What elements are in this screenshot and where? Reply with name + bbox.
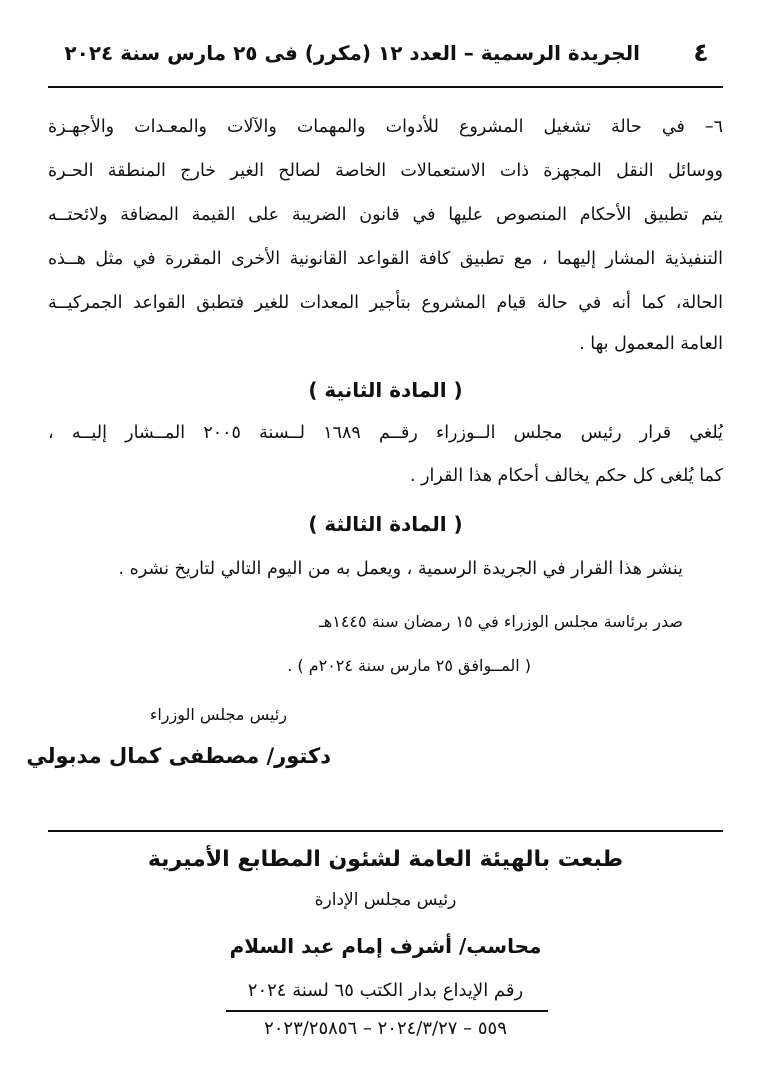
clause-six-line: يتم تطبيق الأحكام المنصوص عليها في قانون الضريبة على القيمة المضافة ولائحتــه (48, 205, 723, 225)
clause-six-line: ٦– في حالة تشغيل المشروع للأدوات والمهمات والآلات والمعـدات والأجهـزة (48, 117, 723, 137)
article-two-line: يُلغي قرار رئيس مجلس الــوزراء رقــم ١٦٨٩ لــسنة ٢٠٠٥ المــشار إليــه ، (48, 423, 723, 443)
chairman-name: محاسب/ أشرف إمام عبد السلام (229, 934, 542, 958)
clause-six-line: التنفيذية المشار إليهما ، مع تطبيق كافة القواعد القانونية الأخرى المقررة في مثل هــذه (48, 249, 723, 269)
deposit-number: رقم الإيداع بدار الكتب ٦٥ لسنة ٢٠٢٤ (247, 980, 524, 1001)
print-code: ٥٥٩ – ٢٠٢٤/٣/٢٧ – ٢٠٢٣/٢٥٨٥٦ (264, 1018, 507, 1039)
clause-six-line: الحالة، كما أنه في حالة قيام المشروع بتأجير المعدات للغير فتطبق القواعد الجمركيــة (48, 293, 723, 313)
issuance-date-gregorian: ( المــوافق ٢٥ مارس سنة ٢٠٢٤م ) . (287, 656, 531, 675)
signature-title: رئيس مجلس الوزراء (149, 705, 287, 724)
article-three-heading: ( المادة الثالثة ) (308, 512, 463, 536)
board-title: رئيس مجلس الإدارة (314, 890, 457, 910)
printer-name: طبعت بالهيئة العامة لشئون المطابع الأميرية (147, 847, 624, 872)
deposit-rule (226, 1010, 548, 1012)
header-rule (48, 86, 723, 88)
article-three-line: ينشر هذا القرار في الجريدة الرسمية ، ويعمل به من اليوم التالي لتاريخ نشره . (118, 559, 683, 579)
footer-rule (48, 830, 723, 832)
clause-six-line: ووسائل النقل المجهزة ذات الاستعمالات الخاصة لصالح الغير خارج المنطقة الحـرة (48, 161, 723, 181)
signature-name: دكتور/ مصطفى كمال مدبولي (26, 744, 331, 768)
gazette-header-title: الجريدة الرسمية – العدد ١٢ (مكرر) فى ٢٥ مارس سنة ٢٠٢٤ (64, 41, 640, 65)
page-number: ٤ (693, 38, 709, 67)
clause-six-last-line: العامة المعمول بها . (579, 334, 723, 354)
article-two-heading: ( المادة الثانية ) (308, 378, 463, 402)
issuance-date-hijri: صدر برئاسة مجلس الوزراء في ١٥ رمضان سنة ١٤٤٥هـ (319, 612, 683, 631)
article-two-line: كما يُلغى كل حكم يخالف أحكام هذا القرار . (409, 466, 723, 486)
